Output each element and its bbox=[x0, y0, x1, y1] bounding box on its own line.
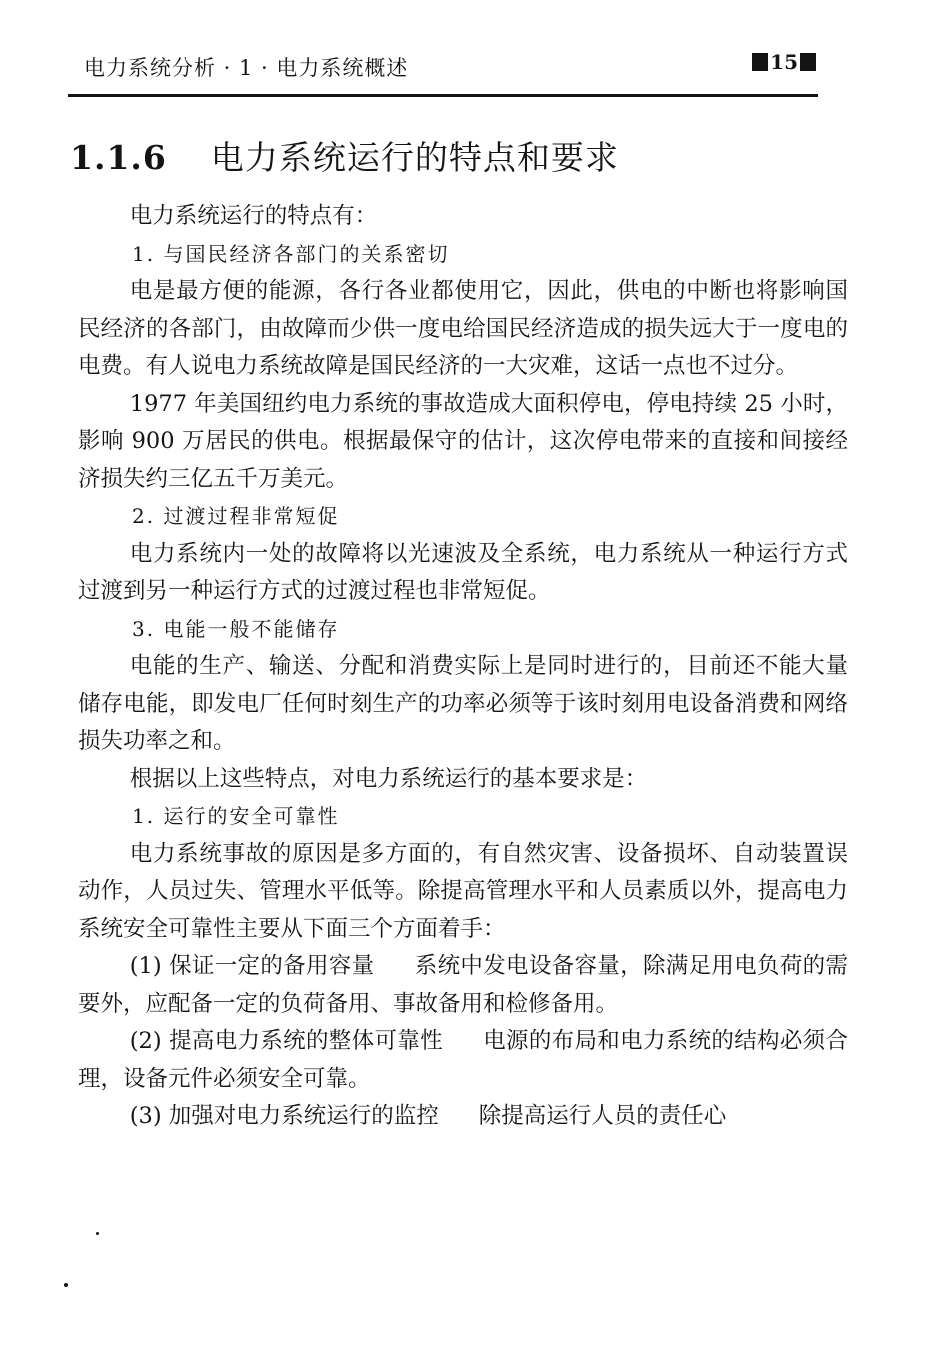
subitem-1-text: 系统中发电设备容量，除满足用电负荷的需要外，应配备一定的负荷备用、事故备用和检修备用。 bbox=[78, 953, 848, 1017]
scan-speck bbox=[96, 1232, 99, 1235]
subitem-2-text: 电源的布局和电力系统的结构必须合理，设备元件必须安全可靠。 bbox=[78, 1028, 848, 1092]
running-header-title: 电力系统分析 · 1 · 电力系统概述 bbox=[84, 56, 409, 80]
subitem-1 bbox=[78, 948, 848, 1023]
subitem-1-label: (1) 保证一定的备用容量 bbox=[129, 953, 375, 979]
feature-2-paragraph: 电力系统内一处的故障将以光速波及全系统，电力系统从一种运行方式过渡到另一种运行方式的过渡过程也非常短促。 bbox=[78, 540, 848, 604]
requirement-1-paragraph: 电力系统事故的原因是多方面的，有自然灾害、设备损坏、自动装置误动作，人员过失、管理水平低等。除提高管理水平和人员素质以外，提高电力系统安全可靠性主要从下面三个方面着手： bbox=[78, 840, 848, 942]
section-heading bbox=[70, 132, 619, 179]
subitem-3-text: 除提高运行人员的责任心 bbox=[478, 1103, 727, 1129]
header-rule bbox=[68, 94, 818, 97]
requirements-intro: 根据以上这些特点，对电力系统运行的基本要求是： bbox=[129, 765, 648, 792]
page-number-right-block bbox=[800, 53, 816, 71]
running-header bbox=[68, 48, 816, 88]
feature-1-paragraph-2: 1977 年美国纽约电力系统的事故造成大面积停电，停电持续 25 小时，影响 900 万居民的供电。根据最保守的估计，这次停电带来的直接和间接经济损失约三亿五千万美元。 bbox=[78, 390, 848, 492]
subitem-2-label: (2) 提高电力系统的整体可靠性 bbox=[129, 1028, 443, 1054]
feature-3-paragraph: 电能的生产、输送、分配和消费实际上是同时进行的，目前还不能大量储存电能，即发电厂任何时刻生产的功率必须等于该时刻用电设备消费和网络损失功率之和。 bbox=[78, 653, 848, 754]
body-text bbox=[78, 198, 848, 1136]
feature-1-paragraph-1: 电是最方便的能源，各行各业都使用它，因此，供电的中断也将影响国民经济的各部门，由故障而少供一度电给国民经济造成的损失远大于一度电的电费。有人说电力系统故障是国民经济的一大灾难，这话一点也不过分。 bbox=[78, 278, 848, 379]
feature-2-heading: 2. 过渡过程非常短促 bbox=[132, 504, 340, 528]
subitem-2 bbox=[78, 1023, 848, 1098]
requirement-1-heading: 1. 运行的安全可靠性 bbox=[132, 804, 340, 828]
section-title: 电力系统运行的特点和要求 bbox=[210, 138, 619, 177]
intro-paragraph: 电力系统运行的特点有： bbox=[129, 203, 378, 229]
scan-speck bbox=[64, 1283, 68, 1287]
subitem-3 bbox=[78, 1098, 848, 1136]
page-number-left-block bbox=[752, 53, 768, 71]
subitem-3-label: (3) 加强对电力系统运行的监控 bbox=[129, 1103, 439, 1129]
page-number-value: 15 bbox=[770, 50, 798, 74]
feature-1-heading: 1. 与国民经济各部门的关系密切 bbox=[132, 241, 450, 266]
section-number: 1.1.6 bbox=[70, 138, 167, 177]
page-number bbox=[752, 50, 816, 74]
feature-3-heading: 3. 电能一般不能储存 bbox=[132, 616, 340, 641]
